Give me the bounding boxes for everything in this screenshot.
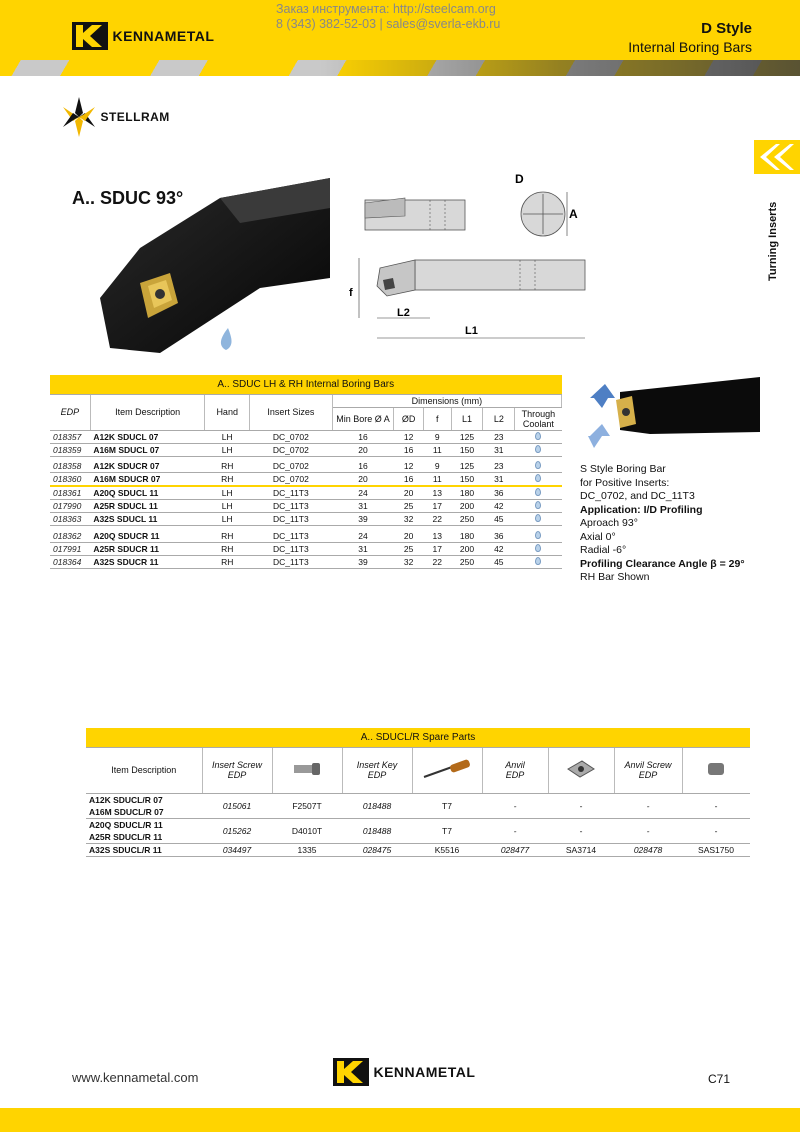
- col-insert-screw: [202, 747, 272, 793]
- coolant-cell: [515, 555, 562, 568]
- hand-cell: RH: [205, 473, 250, 487]
- description-line: Application: I/D Profiling: [580, 503, 703, 516]
- l1-cell: 250: [451, 555, 483, 568]
- f-cell: 11: [424, 473, 452, 487]
- l2-cell: 31: [483, 473, 515, 487]
- coolant-cell: [515, 443, 562, 456]
- col-anvil: [482, 747, 548, 793]
- edp-cell: 018362: [50, 530, 90, 543]
- header-stripe-shade: [0, 60, 800, 76]
- chevron-left-icon: [754, 140, 800, 174]
- spare-item-cell: A32S SDUCL/R 11: [86, 843, 202, 856]
- minbore-cell: 16: [332, 430, 394, 443]
- f-cell: 13: [424, 486, 452, 500]
- spare-parts-caption: A.. SDUCL/R Spare Parts: [86, 728, 750, 747]
- col-insert: Insert Sizes: [249, 394, 332, 430]
- col-l2: L2: [483, 407, 515, 430]
- anvil-screw-image-cell: [682, 747, 750, 793]
- table-row: [50, 460, 562, 473]
- insert-cell: DC_0702: [249, 460, 332, 473]
- edp-cell: 018360: [50, 473, 90, 487]
- l2-cell: 42: [483, 500, 515, 513]
- spare-item-cell: A12K SDUCL/R 07: [89, 794, 163, 805]
- edp-cell: 018357: [50, 430, 90, 443]
- insert-cell: DC_11T3: [249, 513, 332, 526]
- boring-bars-table-caption: A.. SDUC LH & RH Internal Boring Bars: [50, 375, 562, 394]
- l1-cell: 250: [451, 513, 483, 526]
- description-line: RH Bar Shown: [580, 571, 650, 583]
- product-description: [580, 463, 745, 585]
- footer-brand-name: KENNAMETAL: [373, 1064, 476, 1080]
- spare-value-cell: -: [482, 818, 548, 843]
- minbore-cell: 31: [332, 542, 394, 555]
- insert-key-label: Insert Key: [356, 760, 398, 770]
- od-cell: 20: [394, 486, 424, 500]
- l1-cell: 200: [451, 500, 483, 513]
- brand-name: KENNAMETAL: [112, 28, 215, 44]
- coolant-drop-icon: [535, 488, 541, 496]
- spare-parts-table: [86, 728, 750, 857]
- spare-value-cell: 018488: [342, 818, 412, 843]
- item-cell: A20Q SDUCR 11: [90, 530, 205, 543]
- l2-cell: 31: [483, 443, 515, 456]
- insert-cell: DC_11T3: [249, 542, 332, 555]
- spare-value-cell: -: [682, 793, 750, 818]
- spare-item-cell: A16M SDUCL/R 07: [86, 806, 202, 819]
- stellram-star-icon: [62, 95, 96, 139]
- l2-cell: 36: [483, 486, 515, 500]
- minbore-cell: 24: [332, 530, 394, 543]
- coolant-drop-icon: [535, 474, 541, 482]
- dim-label-d: D: [515, 172, 524, 186]
- item-cell: A12K SDUCL 07: [90, 430, 205, 443]
- col-f: f: [424, 407, 452, 430]
- spare-value-cell: T7: [412, 793, 482, 818]
- description-line: Profiling Clearance Angle β = 29°: [580, 557, 745, 570]
- f-cell: 17: [424, 542, 452, 555]
- coolant-drop-icon: [535, 461, 541, 469]
- spare-item-cell: A25R SDUCL/R 11: [86, 831, 202, 844]
- coolant-drop-icon: [535, 432, 541, 440]
- item-cell: A25R SDUCL 11: [90, 500, 205, 513]
- insert-cell: DC_0702: [249, 473, 332, 487]
- f-cell: 9: [424, 460, 452, 473]
- spare-value-cell: -: [482, 793, 548, 818]
- od-cell: 20: [394, 530, 424, 543]
- l2-cell: 23: [483, 430, 515, 443]
- l1-cell: 200: [451, 542, 483, 555]
- section-tab[interactable]: [754, 140, 800, 174]
- product-title: A.. SDUC 93°: [72, 188, 184, 208]
- coolant-cell: [515, 486, 562, 500]
- col-hand: Hand: [205, 394, 250, 430]
- spare-parts-table-body: [86, 793, 750, 856]
- l1-cell: 150: [451, 473, 483, 487]
- col-insert-key: [342, 747, 412, 793]
- anvil-screw-label: Anvil Screw: [624, 760, 672, 770]
- spare-value-cell: 015262: [202, 818, 272, 843]
- insert-key-image-cell: [412, 747, 482, 793]
- page-title: D Style: [701, 20, 752, 37]
- hand-cell: LH: [205, 486, 250, 500]
- l2-cell: 36: [483, 530, 515, 543]
- insert-screw-label: Insert Screw: [211, 760, 262, 770]
- edp-cell: 018364: [50, 555, 90, 568]
- description-line: DC_0702, and DC_11T3: [580, 490, 695, 502]
- insert-cell: DC_11T3: [249, 500, 332, 513]
- insert-key-icon: [422, 759, 472, 779]
- spare-value-cell: F2507T: [272, 793, 342, 818]
- col-coolant: Through Coolant: [515, 407, 562, 430]
- edp-cell: 018358: [50, 460, 90, 473]
- insert-cell: DC_11T3: [249, 486, 332, 500]
- item-cell: A32S SDUCR 11: [90, 555, 205, 568]
- edp-cell: 018359: [50, 443, 90, 456]
- coolant-drop-icon: [535, 501, 541, 509]
- f-cell: 13: [424, 530, 452, 543]
- item-cell: A32S SDUCL 11: [90, 513, 205, 526]
- hand-cell: LH: [205, 513, 250, 526]
- minbore-cell: 20: [332, 473, 394, 487]
- kennametal-k-icon: [72, 22, 108, 50]
- footer-url[interactable]: www.kennametal.com: [72, 1070, 199, 1085]
- anvil-screw-edp-label: EDP: [638, 770, 658, 780]
- contact-line-2[interactable]: 8 (343) 382-52-03 | sales@sverla-ekb.ru: [276, 17, 501, 31]
- spare-value-cell: 028478: [614, 843, 682, 856]
- contact-line-1[interactable]: Заказ инструмента: http://steelcam.org: [276, 2, 496, 16]
- coolant-cell: [515, 500, 562, 513]
- table-row: [50, 430, 562, 443]
- coolant-drop-icon: [535, 544, 541, 552]
- table-row: [50, 530, 562, 543]
- coolant-drop-icon: [535, 557, 541, 565]
- coolant-drop-icon: [535, 531, 541, 539]
- spare-value-cell: -: [682, 818, 750, 843]
- table-row: [50, 500, 562, 513]
- coolant-cell: [515, 530, 562, 543]
- coolant-cell: [515, 430, 562, 443]
- minbore-cell: 39: [332, 555, 394, 568]
- spare-value-cell: SAS1750: [682, 843, 750, 856]
- anvil-image-cell: [548, 747, 614, 793]
- page-subtitle: Internal Boring Bars: [628, 39, 752, 55]
- col-l1: L1: [451, 407, 483, 430]
- hand-cell: LH: [205, 430, 250, 443]
- description-line: Radial -6°: [580, 544, 627, 556]
- l1-cell: 180: [451, 530, 483, 543]
- spare-value-cell: -: [614, 793, 682, 818]
- edp-cell: 018361: [50, 486, 90, 500]
- spare-value-cell: T7: [412, 818, 482, 843]
- l2-cell: 42: [483, 542, 515, 555]
- col-spare-item: Item Description: [86, 747, 202, 793]
- od-cell: 32: [394, 555, 424, 568]
- f-cell: 9: [424, 430, 452, 443]
- item-cell: A16M SDUCR 07: [90, 473, 205, 487]
- coolant-drop-icon: [535, 445, 541, 453]
- l2-cell: 23: [483, 460, 515, 473]
- spare-value-cell: -: [548, 793, 614, 818]
- od-cell: 12: [394, 460, 424, 473]
- item-cell: A12K SDUCR 07: [90, 460, 205, 473]
- item-cell: A25R SDUCR 11: [90, 542, 205, 555]
- anvil-label: Anvil: [505, 760, 525, 770]
- contact-info: [276, 2, 500, 32]
- spare-value-cell: -: [614, 818, 682, 843]
- minbore-cell: 24: [332, 486, 394, 500]
- l2-cell: 45: [483, 513, 515, 526]
- f-cell: 22: [424, 555, 452, 568]
- col-anvil-screw: [614, 747, 682, 793]
- edp-cell: 017991: [50, 542, 90, 555]
- spare-value-cell: 028477: [482, 843, 548, 856]
- spare-value-cell: D4010T: [272, 818, 342, 843]
- insert-screw-icon: [292, 761, 322, 777]
- minbore-cell: 20: [332, 443, 394, 456]
- coolant-cell: [515, 473, 562, 487]
- hand-cell: LH: [205, 500, 250, 513]
- spare-value-cell: 034497: [202, 843, 272, 856]
- dim-label-f: f: [349, 287, 353, 299]
- edp-cell: 018363: [50, 513, 90, 526]
- spare-value-cell: -: [548, 818, 614, 843]
- spare-value-cell: 018488: [342, 793, 412, 818]
- insert-cell: DC_11T3: [249, 530, 332, 543]
- dim-label-l2: L2: [397, 307, 410, 319]
- kennametal-k-icon: [333, 1058, 369, 1086]
- edp-cell: 017990: [50, 500, 90, 513]
- od-cell: 25: [394, 542, 424, 555]
- dim-label-a: A: [569, 207, 578, 221]
- minbore-cell: 31: [332, 500, 394, 513]
- l1-cell: 150: [451, 443, 483, 456]
- spare-row: [86, 793, 750, 806]
- spare-value-cell: SA3714: [548, 843, 614, 856]
- f-cell: 22: [424, 513, 452, 526]
- col-dimensions: Dimensions (mm): [332, 394, 561, 407]
- l1-cell: 125: [451, 430, 483, 443]
- spare-value-cell: 028475: [342, 843, 412, 856]
- spare-value-cell: 015061: [202, 793, 272, 818]
- kennametal-logo: [72, 22, 214, 50]
- insert-cell: DC_0702: [249, 430, 332, 443]
- spare-value-cell: 1335: [272, 843, 342, 856]
- od-cell: 12: [394, 430, 424, 443]
- coolant-cell: [515, 542, 562, 555]
- hand-cell: RH: [205, 530, 250, 543]
- col-edp: EDP: [50, 394, 90, 430]
- description-line: S Style Boring Bar: [580, 463, 666, 475]
- dimension-diagram: [345, 168, 595, 353]
- spare-item-cell: A20Q SDUCL/R 11: [89, 819, 163, 830]
- col-od: ØD: [394, 407, 424, 430]
- od-cell: 16: [394, 473, 424, 487]
- coolant-cell: [515, 513, 562, 526]
- stellram-logo: [62, 95, 170, 139]
- insert-screw-edp-label: EDP: [227, 770, 247, 780]
- minbore-cell: 39: [332, 513, 394, 526]
- page-number: C71: [708, 1072, 731, 1086]
- footer-logo: [333, 1058, 475, 1086]
- insert-key-edp-label: EDP: [367, 770, 387, 780]
- spare-row: [86, 843, 750, 856]
- stellram-name: STELLRAM: [100, 110, 170, 124]
- l2-cell: 45: [483, 555, 515, 568]
- hand-cell: RH: [205, 460, 250, 473]
- page-heading: [628, 20, 752, 55]
- rh-bar-photo: [580, 372, 760, 452]
- coolant-cell: [515, 460, 562, 473]
- spare-row: [86, 818, 750, 831]
- description-line: Axial 0°: [580, 530, 616, 543]
- hand-cell: RH: [205, 555, 250, 568]
- od-cell: 16: [394, 443, 424, 456]
- od-cell: 32: [394, 513, 424, 526]
- l1-cell: 180: [451, 486, 483, 500]
- hand-cell: LH: [205, 443, 250, 456]
- col-item: Item Description: [90, 394, 205, 430]
- table-row: [50, 473, 562, 487]
- item-cell: A16M SDUCL 07: [90, 443, 205, 456]
- od-cell: 25: [394, 500, 424, 513]
- item-cell: A20Q SDUCL 11: [90, 486, 205, 500]
- anvil-screw-icon: [704, 759, 728, 779]
- footer-band: [0, 1108, 800, 1132]
- f-cell: 11: [424, 443, 452, 456]
- table-row: [50, 486, 562, 500]
- coolant-drop-icon: [535, 514, 541, 522]
- l1-cell: 125: [451, 460, 483, 473]
- col-minbore: Min Bore Ø A: [332, 407, 394, 430]
- boring-bar-photo: [100, 178, 330, 358]
- description-line: for Positive Inserts:: [580, 476, 670, 489]
- minbore-cell: 16: [332, 460, 394, 473]
- anvil-icon: [566, 759, 596, 779]
- f-cell: 17: [424, 500, 452, 513]
- anvil-edp-label: EDP: [505, 770, 525, 780]
- boring-bars-table-body: [50, 430, 562, 568]
- section-label: Turning Inserts: [767, 201, 779, 281]
- table-row: [50, 513, 562, 526]
- table-row: [50, 555, 562, 568]
- insert-cell: DC_11T3: [249, 555, 332, 568]
- table-row: [50, 542, 562, 555]
- description-line: Aproach 93°: [580, 517, 638, 529]
- table-row: [50, 443, 562, 456]
- hand-cell: RH: [205, 542, 250, 555]
- insert-screw-image-cell: [272, 747, 342, 793]
- boring-bars-table: [50, 375, 562, 569]
- insert-cell: DC_0702: [249, 443, 332, 456]
- spare-value-cell: K5516: [412, 843, 482, 856]
- dim-label-l1: L1: [465, 325, 478, 337]
